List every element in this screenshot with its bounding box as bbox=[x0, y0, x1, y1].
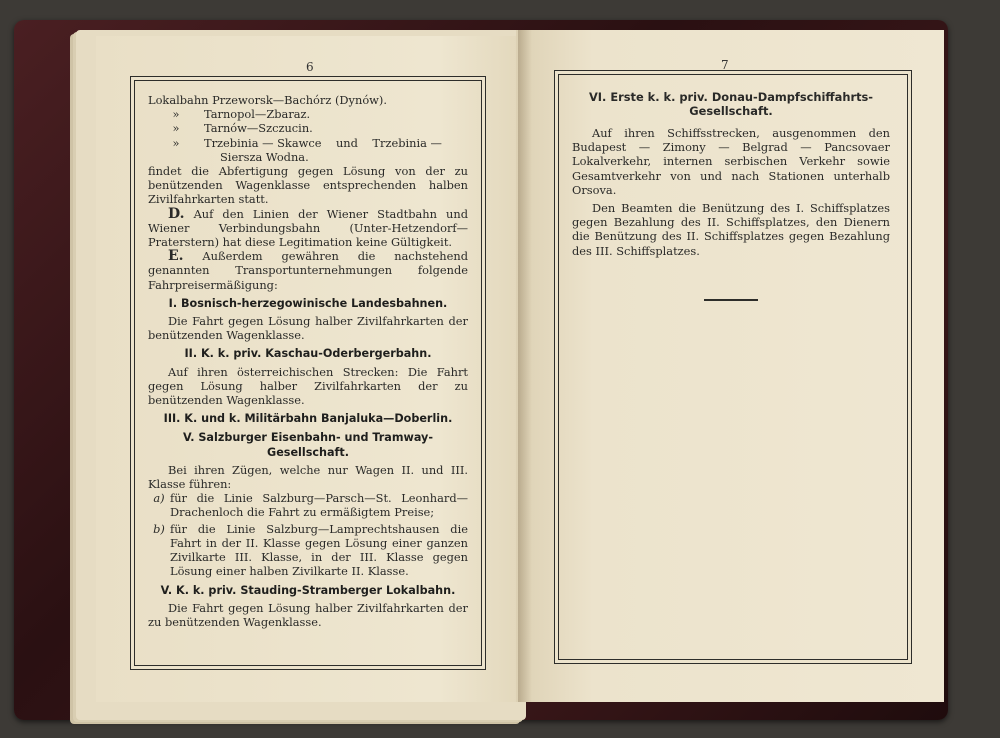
route-text: Tarnopol—Zbaraz. bbox=[204, 107, 311, 122]
company-body: Die Fahrt gegen Lösung halber Zivilfahrkarten der zu benützenden Wagenklasse. bbox=[148, 600, 468, 629]
item-text: für die Linie Salzburg—Lamprechtshausen die Fahrt in der II. Klasse gegen Lösung einer ganzen Zivilkarte III. Klasse, in der III. Klasse gegen Lösung einer halben Zivilkarte II. Klasse. bbox=[170, 521, 468, 579]
section-d-text: Auf den Linien der Wiener Stadtbahn und Wiener Verbindungsbahn (Unter-Hetzendorf—Praterstern) hat diese Legitimation keine Gültigkeit. bbox=[148, 206, 468, 250]
ditto-mark: » bbox=[172, 121, 180, 136]
company-heading bbox=[572, 90, 890, 118]
ditto-mark: » bbox=[172, 107, 180, 122]
section-e bbox=[148, 249, 468, 292]
company-body: Auf ihren österreichischen Strecken: Die Fahrt gegen Lösung halber Zivilfahrkarten der zu benützenden Wagenklasse. bbox=[148, 364, 468, 408]
heading-line: VI. Erste k. k. priv. Donau-Dampfschiffahrts- bbox=[588, 90, 874, 104]
section-e-text: Außerdem gewähren die nachstehend genannten Transportunternehmungen folgende Fahrpreisermäßigung: bbox=[148, 249, 468, 292]
route-row bbox=[148, 121, 468, 135]
route-row bbox=[148, 107, 468, 121]
company-body: Die Fahrt gegen Lösung halber Zivilfahrkarten der benützenden Wagenklasse. bbox=[148, 314, 468, 343]
book-gutter bbox=[518, 30, 532, 702]
item-text: für die Linie Salzburg—Parsch—St. Leonhard—Drachenloch die Fahrt zu ermäßigtem Preise; bbox=[170, 491, 468, 520]
route-text: Trzebinia — Skawce und Trzebinia — bbox=[204, 135, 442, 150]
section-e-letter: E. bbox=[168, 248, 184, 265]
company-body: Bei ihren Zügen, welche nur Wagen II. und III. Klasse führen: bbox=[148, 462, 468, 492]
section-d bbox=[148, 207, 468, 250]
company-heading: I. Bosnisch-herzegowinische Landesbahnen. bbox=[168, 296, 448, 310]
paragraph: Auf ihren Schiffsstrecken, ausgenommen den Budapest — Zimony — Belgrad — Pancsovaer Lokalverkehr, internen serbischen Verkehr sowie Gesamtverkehr von und nach Stationen unterhalb Orsova. bbox=[572, 126, 890, 197]
company-heading: III. K. und k. Militärbahn Banjaluka—Doberlin. bbox=[163, 412, 453, 426]
route-row bbox=[148, 136, 468, 150]
clause-found: findet die Abfertigung gegen Lösung von der zu benützenden Wagenklasse entsprechenden halben Zivilfahrkarten statt. bbox=[148, 164, 468, 207]
right-page-text bbox=[572, 90, 890, 258]
company-heading: II. K. k. priv. Kaschau-Oderbergerbahn. bbox=[184, 347, 432, 361]
item-letter: b) bbox=[153, 521, 165, 536]
left-page-text bbox=[148, 93, 468, 629]
route-text: Tarnów—Szczucin. bbox=[204, 121, 313, 136]
salzburg-item bbox=[148, 491, 468, 519]
paragraph: Den Beamten die Benützung des I. Schiffsplatzes gegen Bezahlung des II. Schiffsplatzes, den Dienern die Benützung des II. Schiffsplatzes gegen Bezahlung des III. Schiffsplatzes. bbox=[572, 201, 890, 258]
company-heading: V. K. k. priv. Stauding-Stramberger Lokalbahn. bbox=[160, 583, 456, 597]
section-d-letter: D. bbox=[168, 205, 185, 222]
ditto-mark: » bbox=[172, 135, 180, 150]
intro-line: Lokalbahn Przeworsk—Bachórz (Dynów). bbox=[148, 93, 387, 107]
section-rule bbox=[704, 299, 758, 301]
route-continuation: Siersza Wodna. bbox=[220, 149, 309, 164]
heading-line: Gesellschaft. bbox=[689, 104, 773, 118]
item-letter: a) bbox=[153, 491, 165, 506]
company-heading: V. Salzburger Eisenbahn- und Tramway-Gesellschaft. bbox=[183, 431, 433, 459]
left-page-number: 6 bbox=[306, 60, 314, 74]
right-page-number: 7 bbox=[721, 58, 729, 72]
salzburg-item bbox=[148, 522, 468, 579]
